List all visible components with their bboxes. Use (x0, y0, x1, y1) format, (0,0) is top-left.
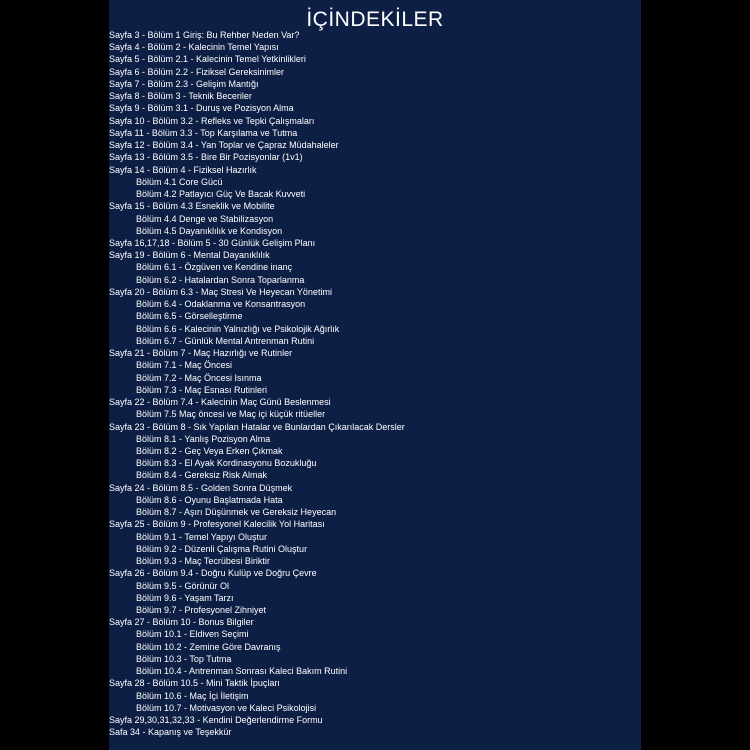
toc-entry: Sayfa 9 - Bölüm 3.1 - Duruş ve Pozisyon Alma (109, 103, 294, 114)
toc-subentry: Bölüm 7.1 - Maç Öncesi (136, 360, 233, 371)
toc-page (109, 0, 641, 750)
toc-subentry: Bölüm 10.3 - Top Tutma (136, 653, 232, 664)
toc-subentry: Bölüm 7.3 - Maç Esnası Rutinleri (136, 384, 268, 395)
toc-entry: Sayfa 16,17,18 - Bölüm 5 - 30 Günlük Gelişim Planı (109, 237, 316, 248)
toc-entry: Sayfa 20 - Bölüm 6.3 - Maç Stresi Ve Heyecan Yönetimi (109, 286, 332, 297)
toc-entry: Sayfa 14 - Bölüm 4 - Fiziksel Hazırlık (109, 164, 257, 175)
toc-subentry: Bölüm 8.3 - El Ayak Kordinasyonu Bozukluğu (136, 458, 317, 469)
toc-entry: Sayfa 19 - Bölüm 6 - Mental Dayanıklılık (109, 250, 270, 261)
toc-subentry: Bölüm 6.6 - Kalecinin Yalnızlığı ve Psikolojik Ağırlık (136, 323, 340, 334)
table-of-contents (109, 29, 641, 739)
toc-subentry: Bölüm 7.2 - Maç Öncesi Isınma (136, 372, 262, 383)
toc-entry: Sayfa 7 - Bölüm 2.3 - Gelişim Mantığı (109, 78, 259, 89)
toc-subentry: Bölüm 6.2 - Hatalardan Sonra Toparlanma (136, 274, 305, 285)
toc-entry: Sayfa 22 - Bölüm 7.4 - Kalecinin Maç Günü Beslenmesi (109, 397, 331, 408)
toc-subentry: Bölüm 6.1 - Özgüven ve Kendine inanç (136, 262, 293, 273)
toc-subentry: Bölüm 10.7 - Motivasyon ve Kaleci Psikolojisi (136, 702, 317, 713)
toc-entry: Sayfa 15 - Bölüm 4.3 Esneklik ve Mobilite (109, 201, 275, 212)
toc-subentry: Bölüm 4.5 Dayanıklılık ve Kondisyon (136, 225, 283, 236)
toc-subentry: Bölüm 10.1 - Eldiven Seçimi (136, 629, 249, 640)
toc-entry: Sayfa 13 - Bölüm 3.5 - Bire Bir Pozisyonlar (1v1) (109, 152, 303, 163)
toc-entry: Sayfa 29,30,31,32,33 - Kendini Değerlendirme Formu (109, 715, 323, 726)
toc-entry: Sayfa 23 - Bölüm 8 - Sık Yapılan Hatalar ve Bunlardan Çıkarılacak Dersler (109, 421, 405, 432)
toc-entry: Sayfa 12 - Bölüm 3.4 - Yan Toplar ve Çapraz Müdahaleler (109, 140, 339, 151)
toc-entry: Sayfa 6 - Bölüm 2.2 - Fiziksel Gereksinimler (109, 66, 285, 77)
page-title: İÇİNDEKİLER (306, 8, 444, 31)
toc-entry: Sayfa 25 - Bölüm 9 - Profesyonel Kalecilik Yol Haritası (109, 519, 325, 530)
toc-subentry: Bölüm 6.7 - Günlük Mental Antrenman Rutini (136, 335, 315, 346)
toc-subentry: Bölüm 8.4 - Gereksiz Risk Almak (136, 470, 268, 481)
toc-subentry: Bölüm 6.4 - Odaklanma ve Konsantrasyon (136, 299, 306, 310)
toc-subentry: Bölüm 10.6 - Maç İçi İletişim (136, 690, 249, 701)
toc-entry: Sayfa 11 - Bölüm 3.3 - Top Karşılama ve Tutma (109, 127, 298, 138)
toc-subentry: Bölüm 9.3 - Maç Tecrübesi Biriktir (136, 556, 270, 567)
toc-entry: Sayfa 10 - Bölüm 3.2 - Refleks ve Tepki Çalışmaları (109, 115, 315, 126)
toc-subentry: Bölüm 4.2 Patlayıcı Güç Ve Bacak Kuvveti (136, 189, 306, 200)
toc-subentry: Bölüm 6.5 - Görselleştirme (136, 311, 243, 322)
toc-subentry: Bölüm 10.4 - Antrenman Sonrası Kaleci Bakım Rutini (136, 666, 348, 677)
toc-subentry: Bölüm 9.7 - Profesyonel Zihniyet (136, 605, 267, 616)
toc-entry: Sayfa 5 - Bölüm 2.1 - Kalecinin Temel Yetkinlikleri (109, 54, 306, 65)
toc-subentry: Bölüm 4.4 Denge ve Stabilizasyon (136, 213, 274, 224)
toc-entry: Sayfa 21 - Bölüm 7 - Maç Hazırlığı ve Rutinler (109, 348, 293, 359)
toc-entry: Sayfa 28 - Bölüm 10.5 - Mini Taktik İpuçları (109, 678, 280, 689)
toc-entry: Safa 34 - Kapanış ve Teşekkür (109, 727, 232, 738)
toc-subentry: Bölüm 7.5 Maç öncesi ve Maç içi küçük ritüeller (136, 409, 326, 420)
toc-subentry: Bölüm 8.7 - Aşırı Düşünmek ve Gereksiz Heyecan (136, 507, 337, 518)
toc-subentry: Bölüm 8.2 - Geç Veya Erken Çıkmak (136, 445, 283, 456)
toc-subentry: Bölüm 9.2 - Düzenli Çalışma Rutini Oluştur (136, 543, 308, 554)
toc-subentry: Bölüm 9.1 - Temel Yapıyı Oluştur (136, 531, 268, 542)
toc-subentry: Bölüm 4.1 Core Gücü (136, 176, 223, 187)
toc-entry: Sayfa 26 - Bölüm 9.4 - Doğru Kulüp ve Doğru Çevre (109, 568, 317, 579)
toc-entry: Sayfa 24 - Bölüm 8.5 - Golden Sonra Düşmek (109, 482, 293, 493)
toc-entry: Sayfa 3 - Bölüm 1 Giriş: Bu Rehber Neden Var? (109, 30, 300, 40)
toc-subentry: Bölüm 9.6 - Yaşam Tarzı (136, 592, 234, 603)
toc-entry: Sayfa 4 - Bölüm 2 - Kalecinin Temel Yapısı (109, 42, 279, 53)
toc-entry: Sayfa 27 - Bölüm 10 - Bonus Bilgiler (109, 617, 254, 628)
toc-subentry: Bölüm 10.2 - Zemine Göre Davranış (136, 641, 281, 652)
toc-subentry: Bölüm 8.6 - Oyunu Başlatmada Hata (136, 494, 283, 505)
toc-subentry: Bölüm 9.5 - Görünür Ol (136, 580, 230, 591)
toc-entry: Sayfa 8 - Bölüm 3 - Teknik Beceriler (109, 91, 252, 102)
toc-subentry: Bölüm 8.1 - Yanlış Pozisyon Alma (136, 433, 271, 444)
